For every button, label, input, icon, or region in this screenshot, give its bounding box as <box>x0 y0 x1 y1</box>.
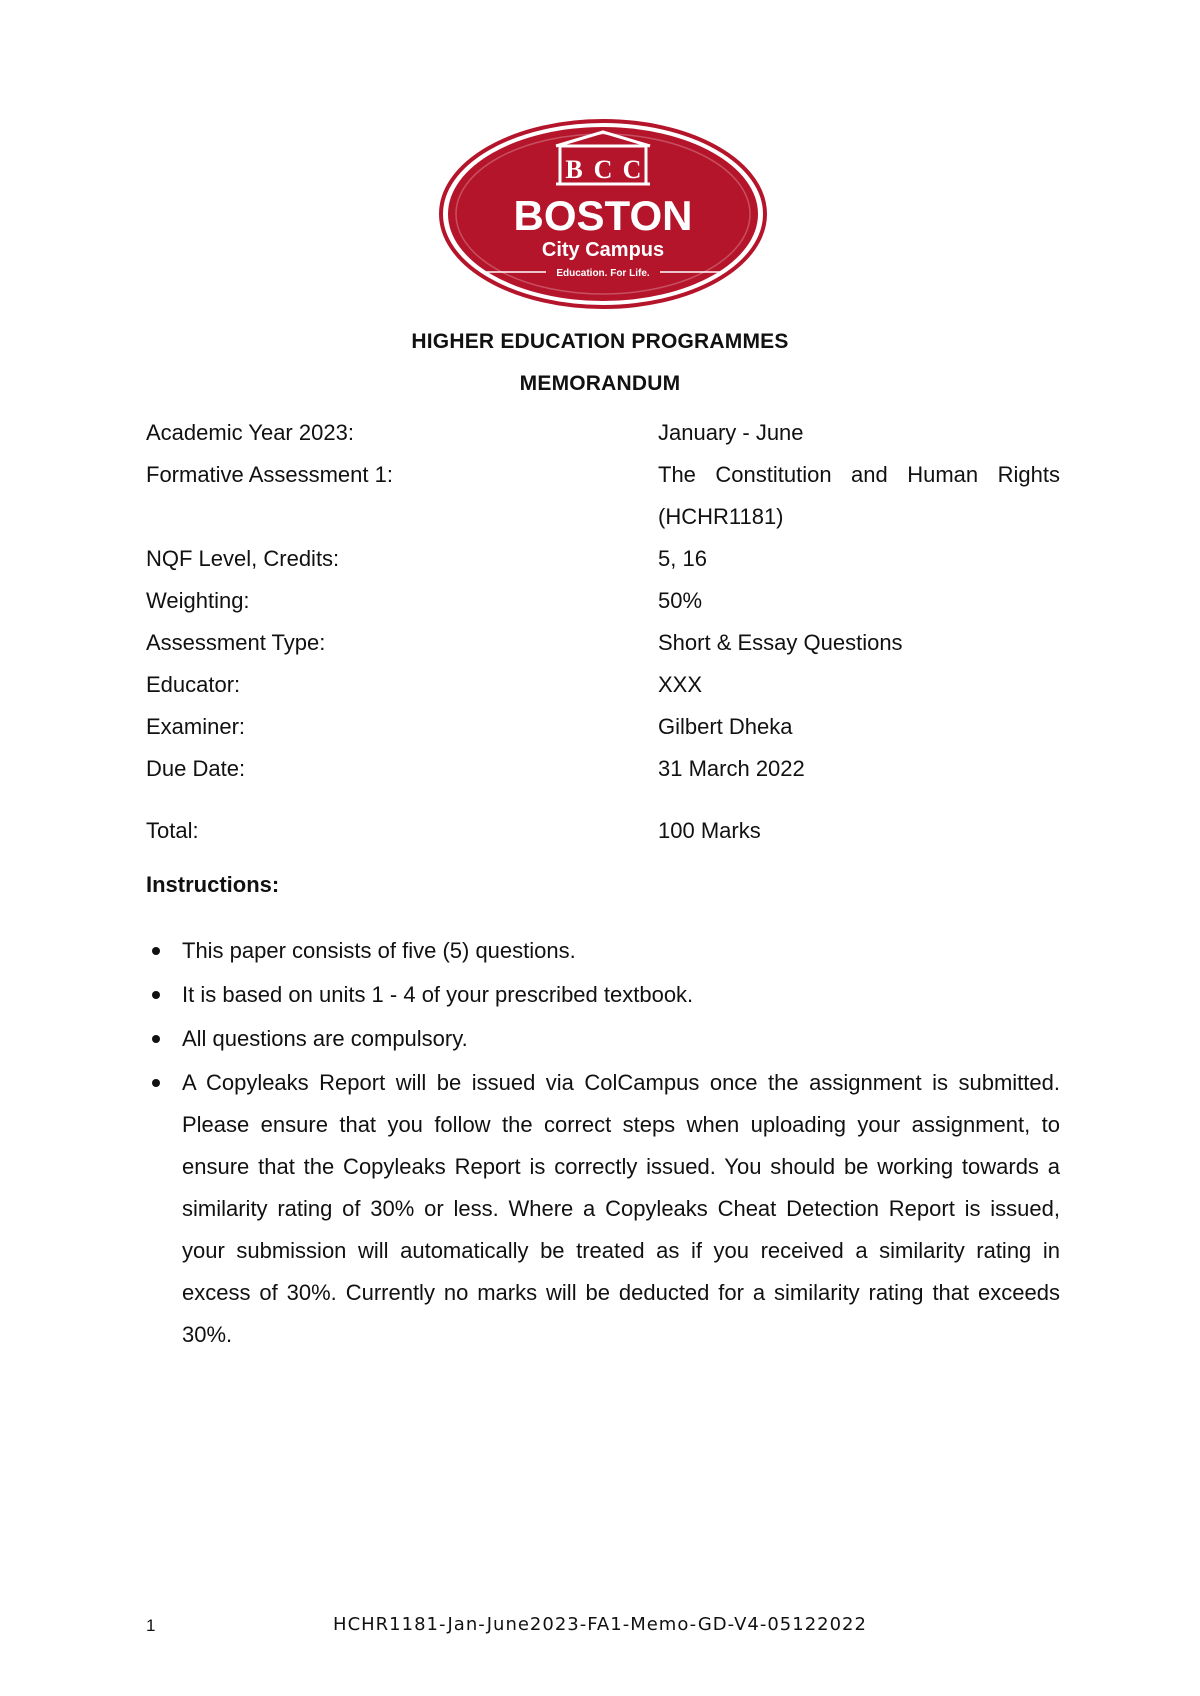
list-item <box>146 1018 1060 1060</box>
page-number: 1 <box>146 1616 156 1635</box>
instructions-title: Instructions: <box>146 872 280 897</box>
detail-label: Examiner: <box>146 714 246 739</box>
list-item <box>146 974 1060 1016</box>
list-item <box>146 1062 1060 1356</box>
detail-value: 50% <box>658 588 703 613</box>
detail-label: NQF Level, Credits: <box>146 546 340 571</box>
page-subtitle: MEMORANDUM <box>519 372 681 395</box>
detail-value: Gilbert Dheka <box>658 714 793 739</box>
detail-row <box>146 748 1060 790</box>
bullet-icon <box>152 1035 160 1043</box>
detail-label: Formative Assessment 1: <box>146 462 393 487</box>
instructions-list <box>146 930 1060 1358</box>
svg-text:B: B <box>565 155 583 184</box>
svg-text:City Campus: City Campus <box>541 239 665 261</box>
list-item-text: A Copyleaks Report will be issued via ColCampus once the assignment is submitted. Please ensure that you follow the correct steps when uploading your assignment, to ensure that the Copyleaks Report is correctly issued. You should be working towards a similarity rating of 30% or less. Where a Copyleaks Cheat Detection Report is issued, your submission will automatically be treated as if you received a similarity rating in excess of 30%. Currently no marks will be deducted for a similarity rating that exceeds 30%. <box>182 1070 1060 1347</box>
list-item <box>146 930 1060 972</box>
detail-row <box>146 412 1060 454</box>
detail-value: 5, 16 <box>658 546 707 571</box>
svg-text:C: C <box>622 155 642 184</box>
detail-label: Weighting: <box>146 588 250 613</box>
svg-text:Education. For Life.: Education. For Life. <box>556 268 650 279</box>
detail-row <box>146 454 1060 538</box>
detail-value: The Constitution and Human Rights (HCHR1181) <box>658 462 1060 529</box>
detail-row-total <box>146 810 1060 852</box>
bullet-icon <box>152 947 160 955</box>
detail-row <box>146 622 1060 664</box>
list-item-text: This paper consists of five (5) questions. <box>182 938 576 963</box>
detail-row <box>146 538 1060 580</box>
detail-value: 31 March 2022 <box>658 756 805 781</box>
svg-text:C: C <box>593 155 613 184</box>
detail-row <box>146 580 1060 622</box>
detail-label: Assessment Type: <box>146 630 326 655</box>
detail-label: Total: <box>146 818 199 843</box>
detail-value: 100 Marks <box>658 818 761 843</box>
bullet-icon <box>152 1079 160 1087</box>
page-title: HIGHER EDUCATION PROGRAMMES <box>411 330 789 353</box>
bullet-icon <box>152 991 160 999</box>
detail-row <box>146 706 1060 748</box>
detail-row <box>146 664 1060 706</box>
assessment-details <box>146 412 1060 852</box>
detail-label: Academic Year 2023: <box>146 420 354 445</box>
detail-value: Short & Essay Questions <box>658 630 903 655</box>
list-item-text: All questions are compulsory. <box>182 1026 468 1051</box>
detail-value: January - June <box>658 420 804 445</box>
detail-label: Educator: <box>146 672 241 697</box>
document-code: HCHR1181-Jan-June2023-FA1-Memo-GD-V4-05122022 <box>333 1614 867 1635</box>
svg-text:BOSTON: BOSTON <box>513 192 693 239</box>
detail-label: Due Date: <box>146 756 246 781</box>
list-item-text: It is based on units 1 - 4 of your prescribed textbook. <box>182 982 694 1007</box>
detail-value: XXX <box>658 672 703 697</box>
boston-city-campus-logo <box>438 118 768 310</box>
